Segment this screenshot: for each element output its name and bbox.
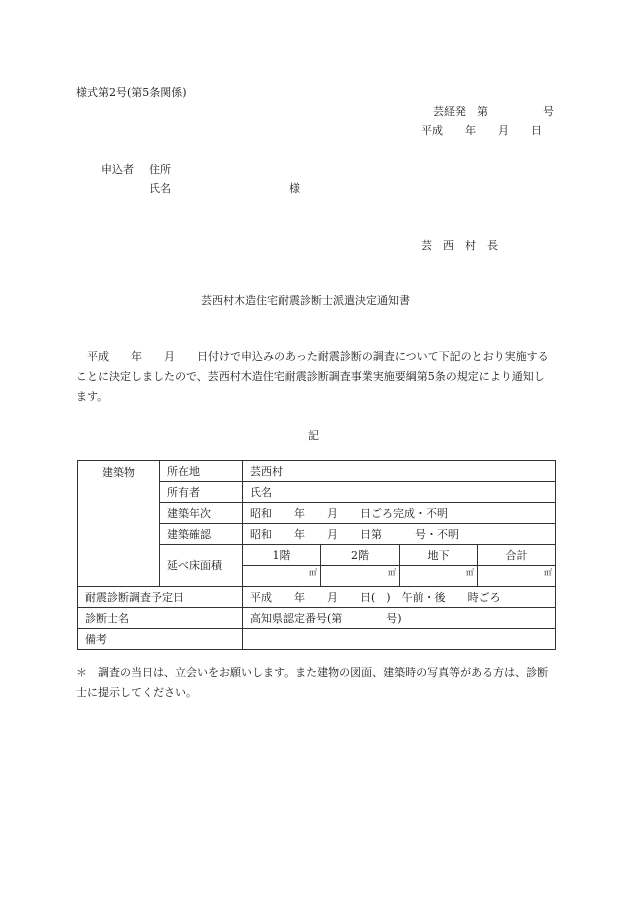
floor-2-unit: ㎡ [321,566,400,587]
honorific: 様 [289,182,300,195]
total-header: 合計 [478,545,556,566]
floor-1-unit: ㎡ [243,566,321,587]
document-date: 平成 年 月 日 [421,124,542,137]
survey-date-label: 耐震診断調査予定日 [78,587,243,608]
document-number: 芸経発 第 号 [433,105,554,118]
page-title: 芸西村木造住宅耐震診断士派遣決定通知書 [201,294,410,307]
floor-2-header: 2階 [321,545,400,566]
building-label: 建築物 [78,461,160,587]
address-label: 住所 [149,163,171,176]
applicant-label: 申込者 [101,163,134,176]
remarks-value [243,629,556,650]
issuer: 芸 西 村 長 [421,239,498,252]
body-paragraph: 平成 年 月 日付けで申込みのあった耐震診断の調査について下記のとおり実施することに決定しましたので、芸西村木造住宅耐震診断調査事業実施要綱第5条の規定により通知します。 [76,350,549,403]
owner-label: 所有者 [160,482,243,503]
basement-header: 地下 [400,545,478,566]
details-table [77,460,556,650]
inspector-label: 診断士名 [78,608,243,629]
floor-area-label: 延べ床面積 [160,545,243,587]
survey-date-value: 平成 年 月 日( ) 午前・後 時ごろ [243,587,556,608]
built-year-value: 昭和 年 月 日ごろ完成・不明 [243,503,556,524]
confirmation-value: 昭和 年 月 日第 号・不明 [243,524,556,545]
basement-unit: ㎡ [400,566,478,587]
location-value: 芸西村 [243,461,556,482]
confirmation-label: 建築確認 [160,524,243,545]
note-paragraph: ＊ 調査の当日は、立会いをお願いします。また建物の図面、建築時の写真等がある方は、診断士に提示してください。 [76,666,549,699]
built-year-label: 建築年次 [160,503,243,524]
remarks-label: 備考 [78,629,243,650]
location-label: 所在地 [160,461,243,482]
inspector-value: 高知県認定番号(第 号) [243,608,556,629]
floor-1-header: 1階 [243,545,321,566]
form-number: 様式第2号(第5条関係) [76,86,187,99]
name-label: 氏名 [149,182,171,195]
total-unit: ㎡ [478,566,556,587]
ki-heading: 記 [308,429,319,442]
owner-value: 氏名 [243,482,556,503]
